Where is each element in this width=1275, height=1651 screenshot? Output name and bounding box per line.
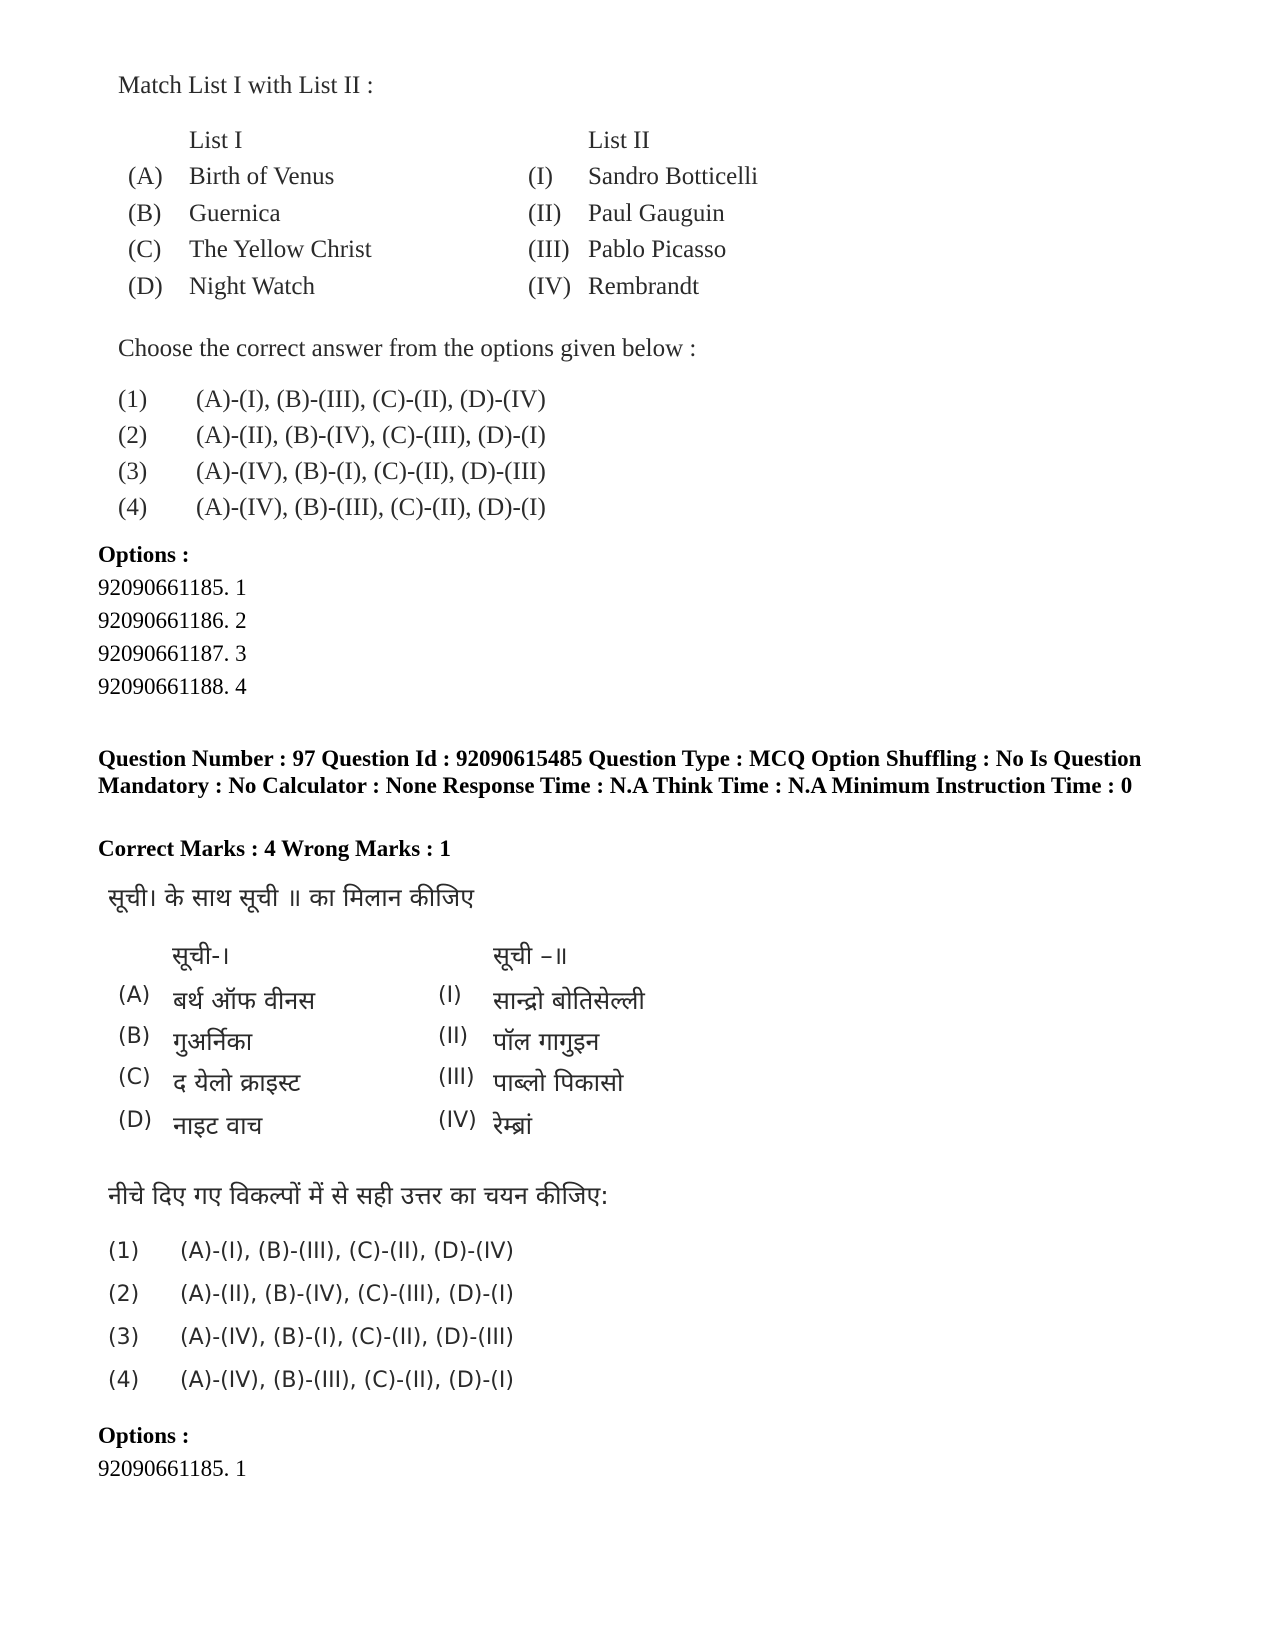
answer-text: (A)-(IV), (B)-(III), (C)-(II), (D)-(I) <box>196 494 546 521</box>
answer-number: (4) <box>108 1368 140 1393</box>
options-heading: Options : <box>98 542 190 567</box>
row-label: (A) <box>128 163 163 190</box>
row-item: Pablo Picasso <box>588 236 727 263</box>
row-item: गुअर्निका <box>173 1027 253 1056</box>
match-row-en <box>128 236 808 270</box>
options-list-1 <box>98 538 247 703</box>
answer-choice-hi <box>108 1368 708 1404</box>
answer-text: (A)-(I), (B)-(III), (C)-(II), (D)-(IV) <box>180 1239 514 1264</box>
choose-instruction-en: Choose the correct answer from the options given below : <box>118 335 697 362</box>
row-item: रेम्ब्रां <box>493 1111 533 1140</box>
options-heading: Options : <box>98 1423 190 1448</box>
options-list-2 <box>98 1419 247 1485</box>
row-item: Sandro Botticelli <box>588 163 759 190</box>
answer-number: (3) <box>108 1325 140 1350</box>
row-item: नाइट वाच <box>173 1111 263 1140</box>
answer-choice-en <box>118 458 718 492</box>
question-stem-en: Match List I with List II : <box>118 72 374 99</box>
row-item: द येलो क्राइस्ट <box>173 1068 301 1097</box>
row-label: (IV) <box>528 273 572 300</box>
answer-choice-hi <box>108 1325 708 1361</box>
answer-text: (A)-(IV), (B)-(III), (C)-(II), (D)-(I) <box>180 1368 514 1393</box>
list1-header-en: List I <box>189 127 243 154</box>
row-label: (C) <box>118 1065 151 1090</box>
row-label: (A) <box>118 983 151 1008</box>
row-item: पाब्लो पिकासो <box>493 1068 624 1097</box>
answer-text: (A)-(IV), (B)-(I), (C)-(II), (D)-(III) <box>196 458 546 485</box>
row-label: (II) <box>528 200 562 227</box>
match-row-en <box>128 163 808 197</box>
answer-choice-en <box>118 494 718 528</box>
row-item: Night Watch <box>189 273 315 300</box>
row-item: सान्द्रो बोतिसेल्ली <box>493 986 645 1015</box>
match-row-hi <box>118 983 798 1019</box>
question-metadata: Question Number : 97 Question Id : 92090615485 Question Type : MCQ Option Shuffling : No Is Question Mandatory : No Calculator : None Response Time : N.A Think Time : N.A Minimum Instruction Time : 0 <box>98 746 1142 798</box>
list2-header-hi: सूची –॥ <box>493 941 568 970</box>
match-row-en <box>128 200 808 234</box>
answer-choice-en <box>118 422 718 456</box>
row-label: (D) <box>128 273 163 300</box>
list1-header-hi: सूची-। <box>172 941 230 970</box>
option-id-item: 92090661186. 2 <box>98 608 247 633</box>
row-label: (B) <box>128 200 162 227</box>
answer-choice-en <box>118 386 718 420</box>
answer-text: (A)-(II), (B)-(IV), (C)-(III), (D)-(I) <box>196 422 546 449</box>
choose-instruction-hi: नीचे दिए गए विकल्पों में से सही उत्तर का चयन कीजिए: <box>108 1181 609 1210</box>
answer-number: (1) <box>108 1239 140 1264</box>
row-label: (IV) <box>438 1108 477 1133</box>
row-label: (C) <box>128 236 162 263</box>
row-label: (D) <box>118 1108 153 1133</box>
answer-text: (A)-(II), (B)-(IV), (C)-(III), (D)-(I) <box>180 1282 514 1307</box>
option-id-item: 92090661185. 1 <box>98 575 247 600</box>
question-marks: Correct Marks : 4 Wrong Marks : 1 <box>98 836 451 861</box>
row-label: (I) <box>528 163 553 190</box>
answer-text: (A)-(I), (B)-(III), (C)-(II), (D)-(IV) <box>196 386 546 413</box>
question-stem-hi: सूची। के साथ सूची ॥ का मिलान कीजिए <box>108 883 475 912</box>
option-id-item: 92090661187. 3 <box>98 641 247 666</box>
answer-number: (1) <box>118 386 148 413</box>
row-item: Rembrandt <box>588 273 700 300</box>
row-label: (III) <box>528 236 570 263</box>
answer-number: (4) <box>118 494 148 521</box>
row-label: (I) <box>438 983 462 1008</box>
row-item: Paul Gauguin <box>588 200 725 227</box>
answer-choice-hi <box>108 1282 708 1318</box>
match-row-hi <box>118 1108 798 1144</box>
answer-number: (3) <box>118 458 148 485</box>
row-label: (II) <box>438 1024 469 1049</box>
answer-number: (2) <box>108 1282 140 1307</box>
row-item: Guernica <box>189 200 281 227</box>
row-item: Birth of Venus <box>189 163 335 190</box>
match-row-hi <box>118 1065 798 1101</box>
answer-text: (A)-(IV), (B)-(I), (C)-(II), (D)-(III) <box>180 1325 514 1350</box>
row-item: पॉल गागुइन <box>493 1027 600 1056</box>
option-id-item: 92090661185. 1 <box>98 1456 247 1481</box>
row-item: The Yellow Christ <box>189 236 372 263</box>
answer-number: (2) <box>118 422 148 449</box>
match-row-en <box>128 273 808 307</box>
row-item: बर्थ ऑफ वीनस <box>173 986 316 1015</box>
option-id-item: 92090661188. 4 <box>98 674 247 699</box>
row-label: (B) <box>118 1024 151 1049</box>
list2-header-en: List II <box>588 127 650 154</box>
match-row-hi <box>118 1024 798 1060</box>
answer-choice-hi <box>108 1239 708 1275</box>
row-label: (III) <box>438 1065 475 1090</box>
